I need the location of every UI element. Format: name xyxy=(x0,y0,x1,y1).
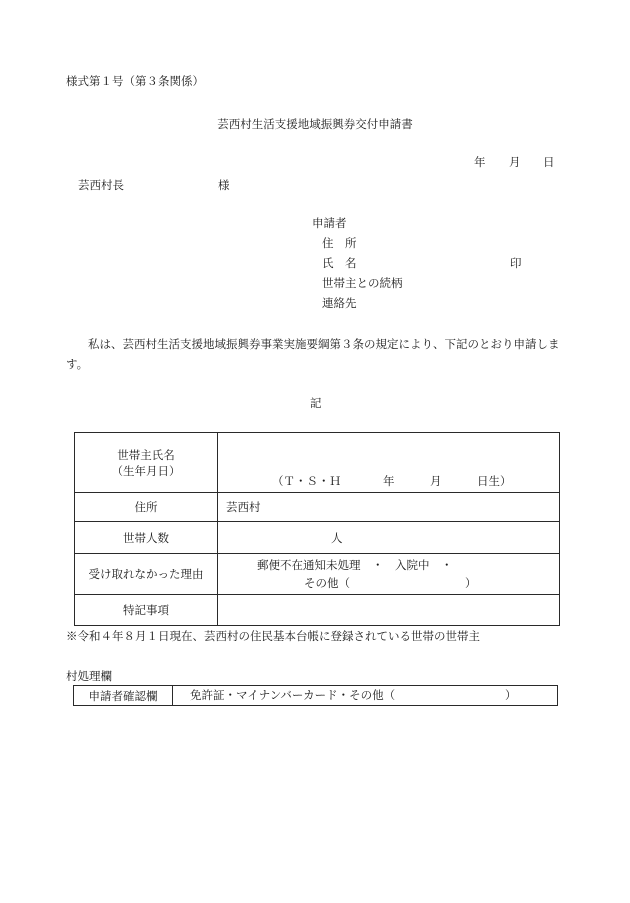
applicant-heading: 申請者 xyxy=(312,216,347,230)
applicant-relation-label: 世帯主との続柄 xyxy=(322,276,403,290)
applicant-confirm-label: 申請者確認欄 xyxy=(74,686,173,706)
address-label: 住所 xyxy=(75,493,218,522)
reason-other-open: その他（ xyxy=(304,576,350,590)
confirm-options: 免許証・マイナンバーカード・その他（ xyxy=(190,688,396,702)
form-number: 様式第１号（第３条関係） xyxy=(66,74,204,88)
village-processing-table xyxy=(73,685,558,706)
household-count-label: 世帯人数 xyxy=(75,522,218,554)
table-row xyxy=(74,686,558,706)
birth-year-label: 年 xyxy=(383,474,395,488)
applicant-name-label: 氏 名 xyxy=(322,256,357,270)
applicant-confirm-field[interactable] xyxy=(173,686,558,706)
reason-field[interactable] xyxy=(218,554,560,595)
head-name-label: 世帯主氏名 （生年月日） xyxy=(75,433,218,493)
reason-label: 受け取れなかった理由 xyxy=(75,554,218,595)
body-text: 私は、芸西村生活支援地域振興券事業実施要綱第３条の規定により、下記のとおり申請します。 xyxy=(66,337,560,371)
date-year-label: 年 xyxy=(474,155,486,169)
applicant-address-label: 住 所 xyxy=(322,236,357,250)
table-row xyxy=(75,493,560,522)
ki-heading: 記 xyxy=(310,396,322,410)
addressee-name: 芸西村長 xyxy=(78,178,124,192)
head-name-field[interactable] xyxy=(218,433,560,493)
document-title: 芸西村生活支援地域振興券交付申請書 xyxy=(217,117,413,131)
application-table xyxy=(74,432,560,626)
date-month-label: 月 xyxy=(509,155,521,169)
seal-mark: 印 xyxy=(510,256,522,270)
table-row xyxy=(75,554,560,595)
applicant-contact-label: 連絡先 xyxy=(322,296,357,310)
table-row xyxy=(75,522,560,554)
birth-era: （Ｔ・Ｓ・Ｈ xyxy=(272,474,341,488)
footnote: ※令和４年８月１日現在、芸西村の住民基本台帳に登録されている世帯の世帯主 xyxy=(66,629,480,643)
village-section-heading: 村処理欄 xyxy=(66,669,112,683)
table-row xyxy=(75,595,560,626)
date-day-label: 日 xyxy=(543,155,555,169)
notes-label: 特記事項 xyxy=(75,595,218,626)
household-count-field[interactable] xyxy=(218,522,560,554)
reason-other-close: ） xyxy=(465,576,477,590)
addressee-honorific: 様 xyxy=(218,178,230,192)
birth-month-label: 月 xyxy=(430,474,442,488)
birth-day-label: 日生） xyxy=(477,474,512,488)
reason-options: 郵便不在通知未処理 ・ 入院中 ・ xyxy=(257,558,453,572)
address-field[interactable]: 芸西村 xyxy=(218,493,560,522)
table-row xyxy=(75,433,560,493)
confirm-other-close: ） xyxy=(505,688,517,702)
notes-field[interactable] xyxy=(218,595,560,626)
household-unit: 人 xyxy=(331,531,343,545)
